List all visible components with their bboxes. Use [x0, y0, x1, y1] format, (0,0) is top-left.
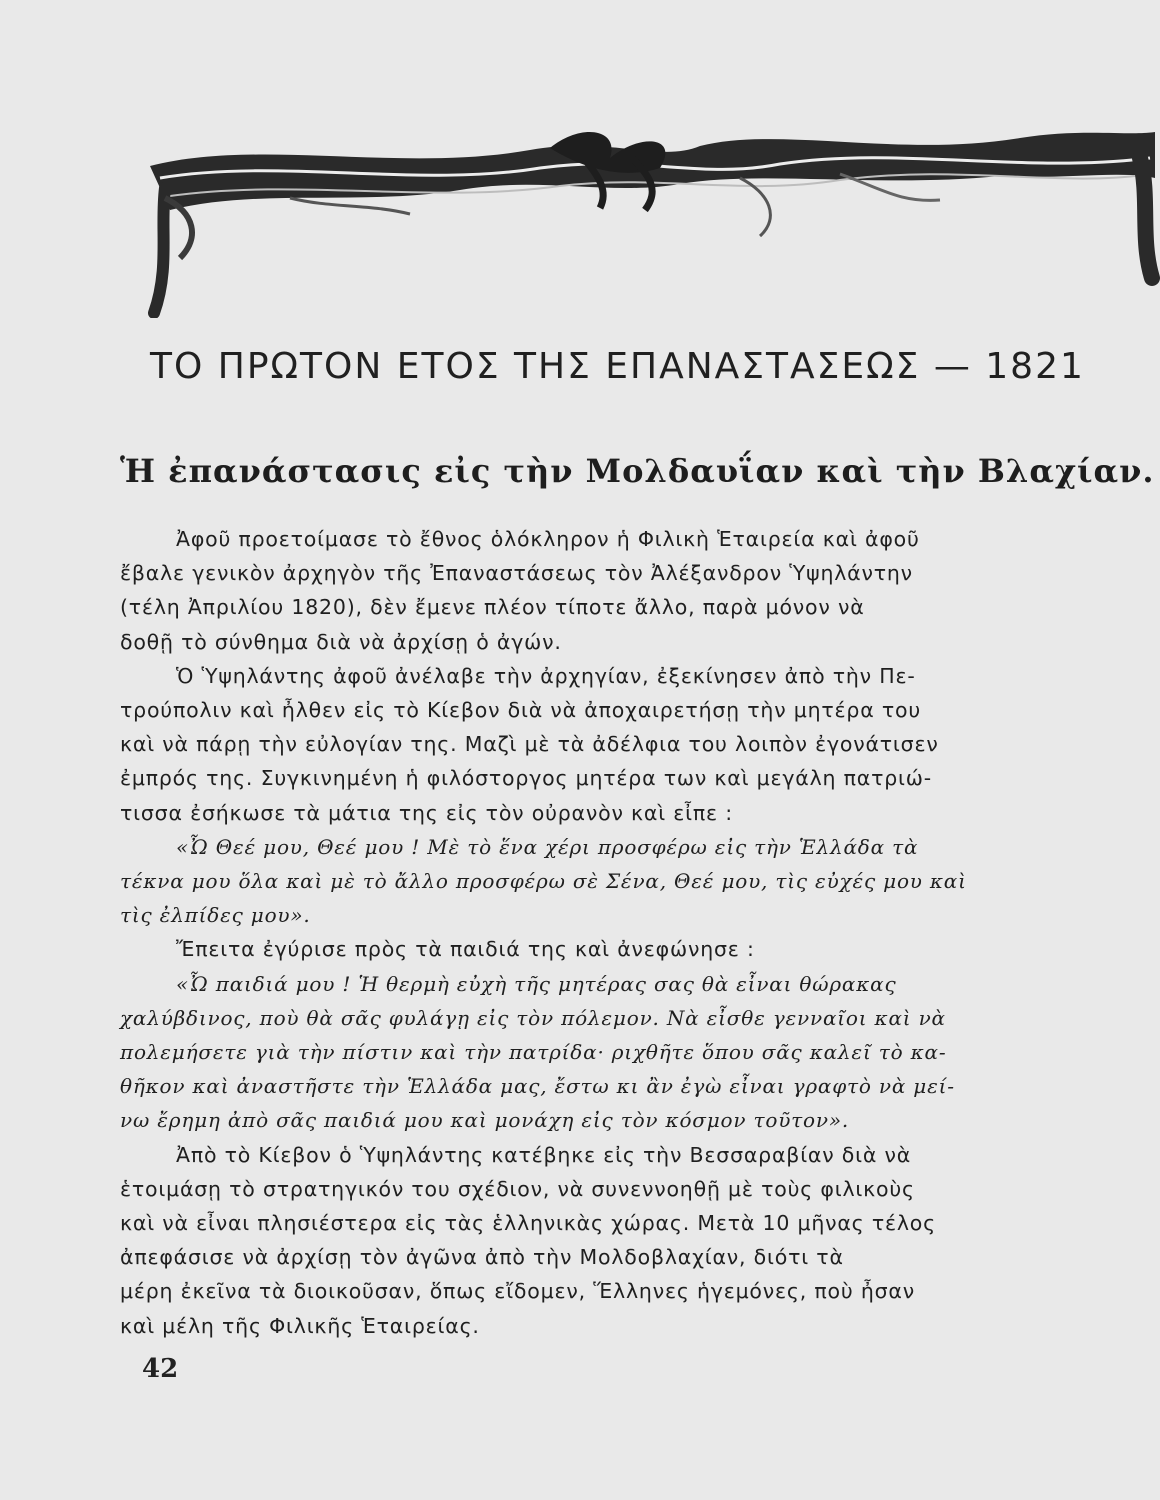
text-line: ἀπεφάσισε νὰ ἀρχίσῃ τὸν ἀγῶνα ἀπὸ τὴν Μολδοβλαχίαν, διότι τὰ [120, 1245, 844, 1270]
quote-line: «Ὦ παιδιά μου ! Ἡ θερμὴ εὐχὴ τῆς μητέρας σας θὰ εἶναι θώρακας [176, 971, 897, 996]
text-line: Ἀπὸ τὸ Κίεβον ὁ Ὑψηλάντης κατέβηκε εἰς τὴν Βεσσαραβίαν διὰ νὰ [176, 1142, 912, 1167]
quote-line: τέκνα μου ὅλα καὶ μὲ τὸ ἄλλο προσφέρω σὲ Σένα, Θεέ μου, τὶς εὐχές μου καὶ [120, 869, 967, 894]
text-line: Ὁ Ὑψηλάντης ἀφοῦ ἀνέλαβε τὴν ἀρχηγίαν, ἐξεκίνησεν ἀπὸ τὴν Πε- [176, 663, 916, 688]
quote-line: χαλύβδινος, ποὺ θὰ σᾶς φυλάγῃ εἰς τὸν πόλεμον. Νὰ εἶσθε γενναῖοι καὶ νὰ [120, 1005, 946, 1030]
text-line: μέρη ἐκεῖνα τὰ διοικοῦσαν, ὅπως εἴδομεν, Ἕλληνες ἡγεμόνες, ποὺ ἦσαν [120, 1279, 915, 1304]
text-line: ἔβαλε γενικὸν ἀρχηγὸν τῆς Ἐπαναστάσεως τὸν Ἀλέξανδρον Ὑψηλάντην [120, 561, 913, 586]
quote-line: πολεμήσετε γιὰ τὴν πίστιν καὶ τὴν πατρίδα· ριχθῆτε ὅπου σᾶς καλεῖ τὸ κα- [120, 1040, 947, 1065]
quote-line: τὶς ἐλπίδες μου». [120, 903, 311, 928]
ribbon-banner-icon [140, 118, 1160, 318]
text-line: τρούπολιν καὶ ἦλθεν εἰς τὸ Κίεβον διὰ νὰ ἀποχαιρετήσῃ τὴν μητέρα του [120, 698, 922, 723]
text-line: (τέλη Ἀπριλίου 1820), δὲν ἔμενε πλέον τίποτε ἄλλο, παρὰ μόνον νὰ [120, 595, 865, 620]
body-text [120, 522, 1120, 1343]
text-line: ἐμπρός της. Συγκινημένη ἡ φιλόστοργος μητέρα των καὶ μεγάλη πατριώ- [120, 766, 932, 791]
quote-line: θῆκον καὶ ἀναστῆστε τὴν Ἑλλάδα μας, ἔστω κι ἂν ἐγὼ εἶναι γραφτὸ νὰ μεί- [120, 1074, 955, 1099]
text-line: Ἔπειτα ἐγύρισε πρὸς τὰ παιδιά της καὶ ἀνεφώνησε : [176, 937, 755, 962]
quote-line: νω ἔρημη ἀπὸ σᾶς παιδιά μου καὶ μονάχη εἰς τὸν κόσμον τοῦτον». [120, 1108, 850, 1133]
text-line: ἑτοιμάσῃ τὸ στρατηγικόν του σχέδιον, νὰ συνεννοηθῇ μὲ τοὺς φιλικοὺς [120, 1176, 915, 1201]
text-line: τισσα ἐσήκωσε τὰ μάτια της εἰς τὸν οὐρανὸν καὶ εἶπε : [120, 800, 733, 825]
quote-line: «Ὦ Θεέ μου, Θεέ μου ! Μὲ τὸ ἕνα χέρι προσφέρω εἰς τὴν Ἑλλάδα τὰ [176, 834, 919, 859]
text-line: καὶ μέλη τῆς Φιλικῆς Ἑταιρείας. [120, 1313, 480, 1338]
page-title: ΤΟ ΠΡΩΤΟΝ ΕΤΟΣ ΤΗΣ ΕΠΑΝΑΣΤΑΣΕΩΣ — 1821 [150, 346, 1085, 387]
text-line: Ἀφοῦ προετοίμασε τὸ ἔθνος ὁλόκληρον ἡ Φιλικὴ Ἑταιρεία καὶ ἀφοῦ [176, 527, 920, 551]
text-line: δοθῇ τὸ σύνθημα διὰ νὰ ἀρχίσῃ ὁ ἀγών. [120, 629, 562, 654]
text-line: καὶ νὰ πάρῃ τὴν εὐλογίαν της. Μαζὶ μὲ τὰ ἀδέλφια του λοιπὸν ἐγονάτισεν [120, 732, 939, 757]
page-number: 42 [142, 1354, 179, 1384]
section-heading: Ἡ ἐπανάστασις εἰς τὴν Μολδαυΐαν καὶ τὴν Βλαχίαν. [120, 452, 1155, 490]
text-line: καὶ νὰ εἶναι πλησιέστερα εἰς τὰς ἑλληνικὰς χώρας. Μετὰ 10 μῆνας τέλος [120, 1211, 936, 1236]
